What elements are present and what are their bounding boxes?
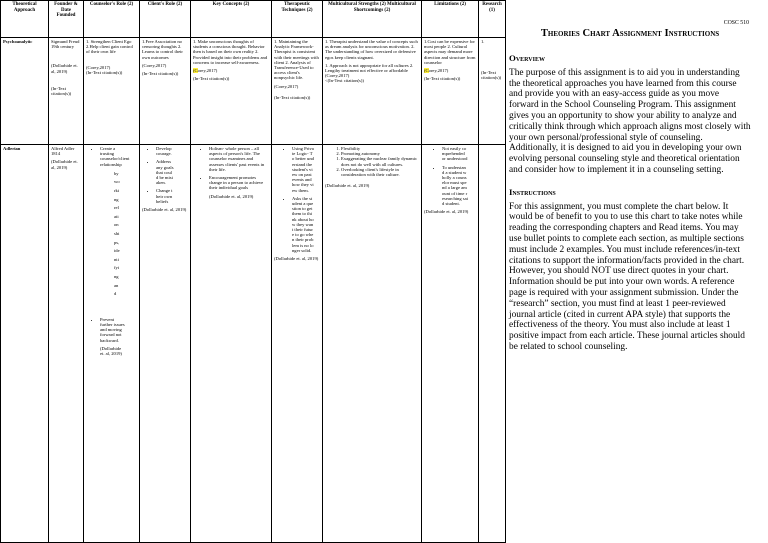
header-theoretical-approach: Theoretical Approach [1,1,49,38]
cell-limitations: 1.Cost can be expensive for most people 2. Cultural aspects may demand more direction and structure from counselor (Corey,2017) (In-Text citation(s)) [422,38,479,145]
cell-approach: Adlerian [1,145,49,543]
founder-date: 19th century [51,44,75,50]
cell-research: 1. (In-Text citation(s)) [479,38,506,145]
header-key-concepts: Key Concepts (2) [191,1,272,38]
cell-founder: Alfred Adler 1814 (Dollarhide et. al, 2019) [49,145,84,543]
cell-client-role: • Develop courage. • Address any goals that could be mistaken. • Change their own beliefs (Dollarhide et. al, 2019) [140,145,191,543]
header-limitations: Limitations (2) [422,1,479,38]
table-row-adlerian [1,145,506,543]
course-code: COSC 510 [723,20,749,26]
highlight-mark: (C [193,68,198,74]
overview-heading: Overview [509,53,545,63]
founder-name: Sigmund Freud [51,39,80,44]
list-item: • Asks the student a question to get them to think about how they want their future to go when their problem is no longer solid. [292,196,320,253]
table-row-psychoanalytic [1,38,506,145]
list-item: • Prevent further issues and moving forward not backward. [100,317,126,343]
cell-research [479,145,506,543]
cell-limitations: • Not easily comprehended or understood • To understand a student wholly a counselor must spend a large amount of time researching said student. (Dollarhide et. al, 2019) [422,145,479,543]
cell-multicultural: 1. Therapist understand the value of concepts such as dream analysis for unconscious motivation. 2. The understanding of how oversized or defensive egos keep clients stagnant. 1. Approach is not appropriate for all cultures 2. Lengthy treatment not effective or affordable (Corey,2017) <(In-Text citation(s)) [323,38,422,145]
list-item: • Create a trusting counselor/client relationship [100,146,126,167]
list-item: 2. Overlooking client's lifestyle in consideration with their culture. [341,167,419,177]
header-therapeutic-techniques: Therapeutic Techniques (2) [272,1,323,38]
cell-founder [49,38,84,145]
header-multicultural: Multicultural Strengths (2) Multicultural Shortcomings (2) [323,1,422,38]
cell-counselor-role: • Create a trusting counselor/client relationship by working relationships,identifying and • Prevent further issues and moving forward not backward. (Dollarhide et. al, 2019) [84,145,140,543]
list-item: • Address any goals that could be mistaken. [156,159,188,185]
header-founder: Founder & Date Founded [49,1,84,38]
header-counselor-role: Counselor's Role (2) [84,1,140,38]
list-item: 2. Promoting autonomy [341,151,419,156]
cell-multicultural: 1. Flexibility 2. Promoting autonomy 1. Exaggerating the nuclear family dynamic does not do well with all cultures. 2. Overlooking client's lifestyle in consideration with their culture. (Dollarhide et. al, 2019) [323,145,422,543]
wrapped-text: by working relationships,identifying and [114,170,120,297]
list-item: 1. Exaggerating the nuclear family dynamic does not do well with all cultures. [341,156,419,166]
list-item: • Encouragement promotes change in a person to achieve their individual goals [209,175,269,191]
cell-counselor-role: 1. Strengthen Client Ego 2.Help client gain control of their own life (Corey,2017) (In-Text citation(s)) [84,38,140,145]
list-item: • Holism- whole person – all aspects of person's life. The counselor examines and assesses clients' past events in their life. [209,146,269,172]
cell-therapeutic-techniques: 1. Maintaining the Analytic Framework-Therapist is consistent with their meetings with client 2. Analysis of Transference-Used to access client's nonpsychic life. (Corey,2017) (In-Text citation(s)) [272,38,323,145]
cell-therapeutic-techniques: • Using Private Logic- To better understand the student's view on past events and how they view them. • Asks the student a question to get them to think about how they want their future to go when their problem is no longer solid. (Dollarhide et. al, 2019) [272,145,323,543]
instructions-panel [509,20,751,364]
header-client-role: Client's Role (2) [140,1,191,38]
list-item: • Develop courage. [156,146,188,156]
highlight-mark: (C [424,68,429,74]
list-item: 1. Flexibility [341,146,419,151]
founder-citation: (Dollarhide et. al, 2019) [51,63,78,74]
list-item: • Using Private Logic- To better understand the student's view on past events and how they view them. [292,146,320,193]
page-title: Theories Chart Assignment Instructions [540,28,720,39]
overview-text: The purpose of this assignment is to aid you in understanding the theoretical approaches you have learned from this course and provide you with an easy-access guide as you move forward in the School Counseling Program. This assignment gives you an opportunity to show your ability to analyze and critically think through which approach aligns most closely with your own personal/professional style of counseling. Additionally, it is designed to aid you in developing your own evolving personal counseling style and theoretical orientation and consider how to implement it in a counseling setting. [509,67,751,175]
instructions-text: For this assignment, you must complete the chart below. It would be of benefit to you to use this chart to take notes while reading the corresponding chapters and Read items. You may use bullet points to complete each section, as multiple sections must include 2 examples. You must include references/in-text citations to support the information/facts provided in the chart. However, you should NOT use direct quotes in your chart. Information should be put into your own words. A reference page is required with your assignment submission. Under the “research” section, you must find at least 1 peer-reviewed journal article (cited in current APA style) that supports the effectiveness of the theory. You must also include at least 1 positive impact from each article. These journal articles should be related to school counseling. [509,201,745,352]
cell-approach: Psychoanalytic [1,38,49,145]
list-item: • Change their own beliefs [156,188,188,204]
cell-key-concepts: 1. Make unconscious thoughts of students a conscious thought. Behavior then is based on their own reality 2. Provided insight into their problems and concerns to increase self-awareness. (Corey,2017) (In-Text citation(s)) [191,38,272,145]
cell-key-concepts: • Holism- whole person – all aspects of person's life. The counselor examines and assesses clients' past events in their life. • Encouragement promotes change in a person to achieve their individual goals (Dollarhide et. al, 2019) [191,145,272,543]
founder-intext: (In-Text citation(s)) [51,85,72,97]
cell-client-role: 1.Free Association no censoring thoughts 2. Learns to control their own outcomes (Corey,2017) (In-Text citation(s)) [140,38,191,145]
list-item: • Not easily comprehended or understood [442,146,476,162]
header-research: Research (1) [479,1,506,38]
list-item: • To understand a student wholly a counselor must spend a large amount of time researching said student. [442,165,476,207]
instructions-heading: Instructions [509,186,556,197]
